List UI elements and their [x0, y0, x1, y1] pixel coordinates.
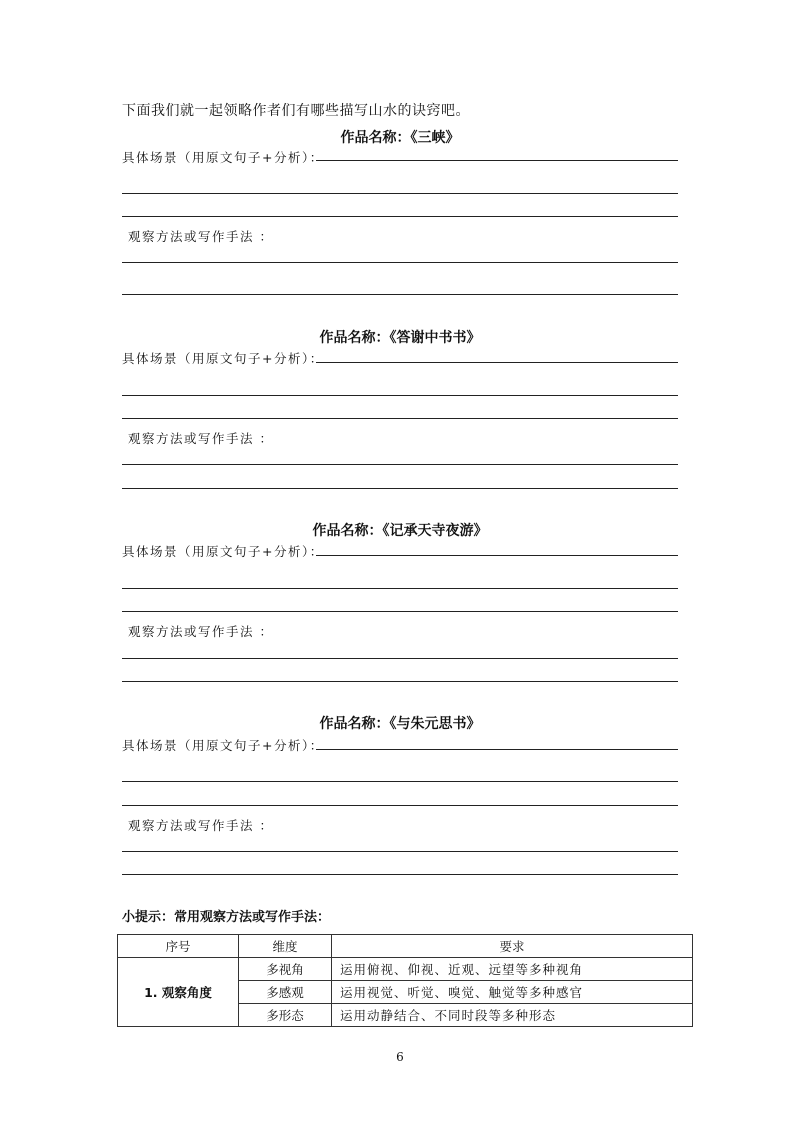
section-title-yuzhuyuansishu: 作品名称：《与朱元思书》	[319, 716, 481, 732]
section-title-daxiezhongshushu: 作品名称：《答谢中书书》	[319, 330, 481, 346]
scene-answer-line-yuzhuyuansishu-3[interactable]	[122, 805, 678, 806]
requirement-cell: 运用视觉、听觉、嗅觉、触觉等多种感官	[332, 981, 693, 1004]
dimension-cell: 多感观	[239, 981, 332, 1004]
table-header-row	[118, 935, 693, 958]
header-index: 序号	[118, 935, 239, 958]
scene-label-sanxia: 具体场景（用原文句子+分析）：	[122, 150, 324, 165]
requirement-cell: 运用动静结合、不同时段等多种形态	[332, 1004, 693, 1027]
observation-methods-table	[117, 934, 693, 1027]
method-answer-line-yuzhuyuansishu-1[interactable]	[122, 851, 678, 852]
section-title-sanxia: 作品名称：《三峡》	[340, 130, 460, 146]
method-answer-line-daxiezhongshushu-2[interactable]	[122, 488, 678, 489]
category-cell: 1. 观察角度	[118, 958, 239, 1027]
scene-label-yuzhuyuansishu: 具体场景（用原文句子+分析）：	[122, 738, 324, 753]
dimension-cell: 多视角	[239, 958, 332, 981]
method-answer-line-sanxia-1[interactable]	[122, 262, 678, 263]
scene-label-jichengtiansiyeyou: 具体场景（用原文句子+分析）：	[122, 544, 324, 559]
method-label-sanxia: 观察方法或写作手法 ：	[128, 229, 274, 244]
method-label-daxiezhongshushu: 观察方法或写作手法 ：	[128, 431, 274, 446]
dimension-cell: 多形态	[239, 1004, 332, 1027]
scene-answer-line-sanxia-2[interactable]	[122, 193, 678, 194]
tip-heading: 小提示：常用观察方法或写作手法：	[122, 910, 331, 925]
scene-answer-line-sanxia-3[interactable]	[122, 216, 678, 217]
method-label-yuzhuyuansishu: 观察方法或写作手法 ：	[128, 818, 274, 833]
table-row	[118, 958, 693, 981]
intro-text: 下面我们就一起领略作者们有哪些描写山水的诀窍吧。	[122, 103, 470, 119]
header-requirement: 要求	[332, 935, 693, 958]
method-answer-line-jichengtiansiyeyou-1[interactable]	[122, 658, 678, 659]
scene-answer-line-daxiezhongshushu-3[interactable]	[122, 418, 678, 419]
requirement-cell: 运用俯视、仰视、近观、远望等多种视角	[332, 958, 693, 981]
header-dimension: 维度	[239, 935, 332, 958]
scene-answer-line-jichengtiansiyeyou[interactable]	[316, 555, 678, 556]
scene-answer-line-daxiezhongshushu-2[interactable]	[122, 395, 678, 396]
page-number: 6	[396, 1050, 404, 1064]
scene-answer-line-daxiezhongshushu[interactable]	[316, 362, 678, 363]
scene-label-daxiezhongshushu: 具体场景（用原文句子+分析）：	[122, 351, 324, 366]
method-answer-line-jichengtiansiyeyou-2[interactable]	[122, 681, 678, 682]
scene-answer-line-yuzhuyuansishu[interactable]	[316, 749, 678, 750]
scene-answer-line-yuzhuyuansishu-2[interactable]	[122, 781, 678, 782]
method-answer-line-yuzhuyuansishu-2[interactable]	[122, 874, 678, 875]
method-answer-line-sanxia-2[interactable]	[122, 294, 678, 295]
method-answer-line-daxiezhongshushu-1[interactable]	[122, 464, 678, 465]
scene-answer-line-jichengtiansiyeyou-3[interactable]	[122, 611, 678, 612]
scene-answer-line-sanxia[interactable]	[316, 160, 678, 161]
section-title-jichengtiansiyeyou: 作品名称：《记承天寺夜游》	[312, 523, 488, 539]
scene-answer-line-jichengtiansiyeyou-2[interactable]	[122, 588, 678, 589]
method-label-jichengtiansiyeyou: 观察方法或写作手法 ：	[128, 624, 274, 639]
